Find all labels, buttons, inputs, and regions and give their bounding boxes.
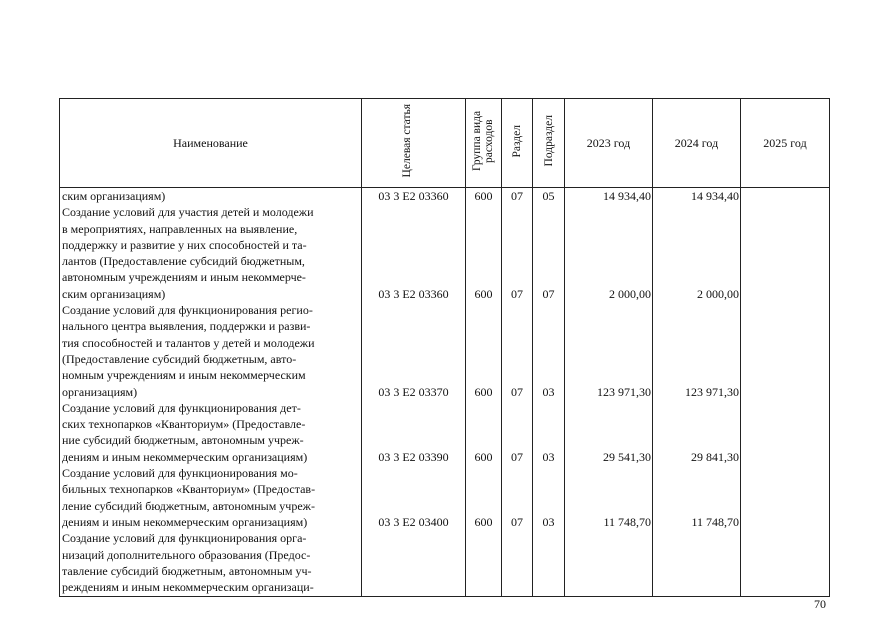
subsection-column: [533, 188, 565, 597]
subsection-cell: 03: [542, 449, 555, 464]
name-line: ским организациям): [62, 286, 166, 301]
y2025-column: [741, 188, 830, 597]
amount-2023-cell: 11 748,70: [603, 515, 651, 529]
amount-2024-cell: 29 841,30: [691, 449, 739, 464]
y2024-column: [653, 188, 741, 597]
section-cell: 07: [511, 384, 523, 399]
name-line: ние субсидий бюджетным, автономным учреж-: [62, 433, 304, 448]
header-subsection: Подраздел: [533, 99, 565, 188]
name-line: дениям и иным некоммерческим организациям): [62, 449, 308, 464]
name-line: номным учреждениям и иным некоммерческим: [62, 368, 306, 383]
name-line: в мероприятиях, направленных на выявление,: [62, 221, 298, 236]
amount-2023-cell: 2 000,00: [609, 286, 651, 301]
section-cell: 07: [511, 515, 523, 529]
name-line: нального центра выявления, поддержки и разви-: [62, 319, 311, 334]
name-column: [60, 188, 362, 597]
name-line: ским организациям): [62, 189, 166, 203]
table-header-row: [60, 99, 830, 188]
section-cell: 07: [511, 449, 523, 464]
header-2023: 2023 год: [565, 99, 653, 188]
header-name: Наименование: [60, 99, 362, 188]
amount-2024-cell: 11 748,70: [691, 515, 739, 529]
name-line: Создание условий для функционирования орга-: [62, 531, 307, 546]
header-2024: 2024 год: [653, 99, 741, 188]
target-article-cell: 03 3 Е2 03360: [378, 189, 449, 203]
section-column: [502, 188, 533, 597]
name-line: реждениям и иным некоммерческим организаци-: [62, 580, 314, 595]
table-body: [60, 188, 830, 597]
expense-group-cell: 600: [474, 515, 493, 529]
name-line: автономным учреждениям и иным некоммерче-: [62, 270, 306, 285]
name-line: ление субсидий бюджетным, автономным учреж-: [62, 498, 315, 513]
expense-group-cell: 600: [474, 384, 493, 399]
article-column: [362, 188, 466, 597]
target-article-cell: 03 3 Е2 03360: [378, 286, 449, 301]
name-line: тия способностей и талантов у детей и молодежи: [62, 335, 315, 350]
name-line: поддержку и развитие у них способностей и та-: [62, 237, 307, 252]
subsection-cell: 05: [542, 189, 555, 203]
expense-group-cell: 600: [474, 286, 493, 301]
header-section: Раздел: [502, 99, 533, 188]
name-line: Создание условий для функционирования мо-: [62, 466, 298, 481]
name-line: организациям): [62, 384, 138, 399]
header-2025: 2025 год: [741, 99, 830, 188]
amount-2024-cell: 2 000,00: [697, 286, 739, 301]
amount-2023-cell: 123 971,30: [597, 384, 651, 399]
subsection-cell: 03: [542, 515, 555, 529]
header-target-article: Целевая статья: [362, 99, 466, 188]
name-line: Создание условий для функционирования дет-: [62, 400, 301, 415]
y2023-column: [565, 188, 653, 597]
amount-2024-cell: 123 971,30: [685, 384, 739, 399]
header-expense-group: Группа вида расходов: [466, 99, 502, 188]
subsection-cell: 03: [542, 384, 555, 399]
target-article-cell: 03 3 Е2 03390: [378, 449, 449, 464]
amount-2024-cell: 14 934,40: [691, 189, 739, 203]
name-line: (Предоставление субсидий бюджетным, авто-: [62, 351, 297, 366]
budget-table: [59, 98, 830, 597]
amount-2023-cell: 14 934,40: [603, 189, 651, 203]
subsection-cell: 07: [542, 286, 555, 301]
target-article-cell: 03 3 Е2 03370: [378, 384, 449, 399]
group-column: [466, 188, 502, 597]
target-article-cell: 03 3 Е2 03400: [378, 515, 449, 529]
name-line: лантов (Предоставление субсидий бюджетным,: [62, 254, 305, 269]
page-number: 70: [814, 597, 826, 611]
section-cell: 07: [511, 189, 523, 203]
name-line: Создание условий для участия детей и молодежи: [62, 205, 314, 220]
section-cell: 07: [511, 286, 523, 301]
name-line: низаций дополнительного образования (Предос-: [62, 547, 311, 562]
name-line: тавление субсидий бюджетным, автономным уч-: [62, 563, 312, 578]
expense-group-cell: 600: [474, 449, 493, 464]
name-line: дениям и иным некоммерческим организациям): [62, 514, 308, 529]
name-line: ских технопарков «Кванториум» (Предоставле-: [62, 417, 306, 432]
name-line: Создание условий для функционирования регио-: [62, 303, 313, 318]
expense-group-cell: 600: [474, 189, 493, 203]
amount-2023-cell: 29 541,30: [603, 449, 651, 464]
name-line: бильных технопарков «Кванториум» (Предостав-: [62, 482, 316, 497]
